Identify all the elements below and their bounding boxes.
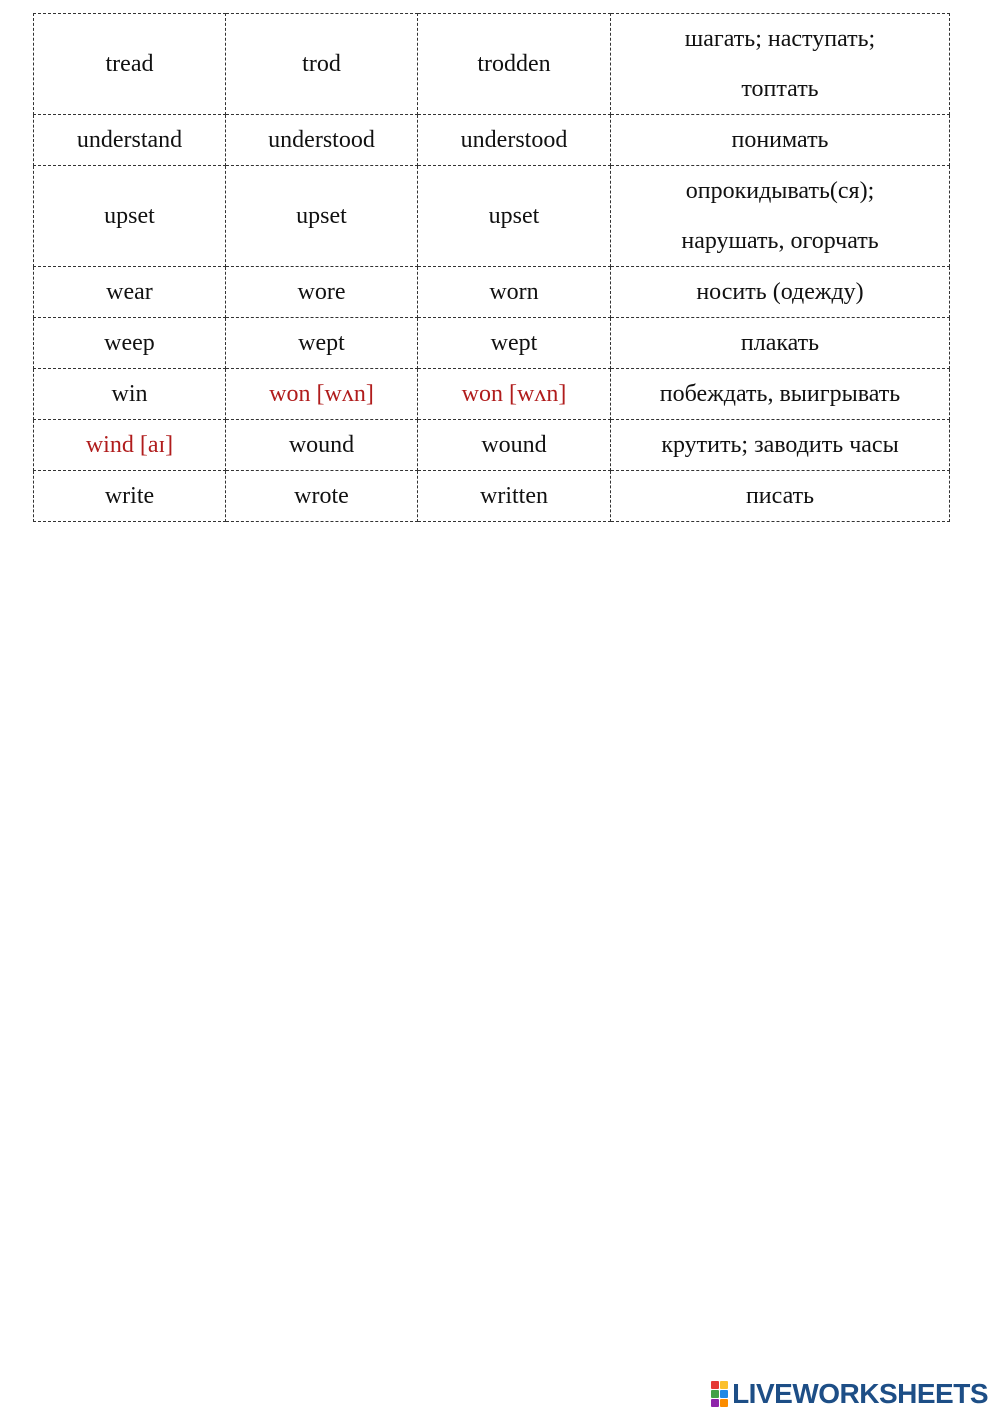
verb-past-cell: wore [226,267,418,318]
verb-participle-cell: understood [418,115,611,166]
table-body [34,14,950,522]
verb-base-cell: weep [34,318,226,369]
logo-square [711,1390,719,1398]
verb-participle-cell: trodden [418,14,611,115]
verb-base-cell: win [34,369,226,420]
liveworksheets-watermark [711,1378,988,1410]
verb-base-cell: upset [34,166,226,267]
translation-cell [611,14,950,115]
table-row [34,115,950,166]
table-row [34,471,950,522]
verb-participle-cell: wept [418,318,611,369]
logo-square [720,1390,728,1398]
table-row [34,420,950,471]
logo-square [720,1399,728,1407]
translation-cell [611,318,950,369]
table-row [34,14,950,115]
translation-cell [611,420,950,471]
verb-past-cell: trod [226,14,418,115]
translation-line: понимать [731,127,829,153]
translation-cell [611,267,950,318]
logo-square [711,1381,719,1389]
irregular-verbs-table [33,13,950,522]
table-row [34,318,950,369]
translation-line: крутить; заводить часы [661,432,899,458]
verb-participle-cell: written [418,471,611,522]
translation-line: писать [745,483,815,509]
verb-base-cell: understand [34,115,226,166]
verb-past-cell: won [wʌn] [226,369,418,420]
verb-participle-cell: worn [418,267,611,318]
translation-line: носить (одежду) [696,279,864,305]
table-row [34,369,950,420]
translation-line: опрокидывать(ся); [685,178,875,204]
verb-past-cell: understood [226,115,418,166]
verb-base-cell: tread [34,14,226,115]
translation-line: нарушать, огорчать [681,228,879,254]
table-row [34,267,950,318]
translation-cell [611,369,950,420]
translation-cell [611,115,950,166]
verb-participle-cell: won [wʌn] [418,369,611,420]
liveworksheets-logo-icon [711,1381,728,1407]
translation-line: плакать [740,330,820,356]
verb-base-cell: wind [aɪ] [34,420,226,471]
verb-base-cell: write [34,471,226,522]
table-row [34,166,950,267]
translation-line: шагать; наступать; [684,26,876,52]
verb-past-cell: wound [226,420,418,471]
translation-cell [611,471,950,522]
watermark-text: LIVEWORKSHEETS [732,1378,988,1409]
translation-line: топтать [741,76,819,102]
translation-line: побеждать, выигрывать [659,381,901,407]
logo-square [720,1381,728,1389]
verb-past-cell: upset [226,166,418,267]
logo-square [711,1399,719,1407]
verb-participle-cell: upset [418,166,611,267]
translation-cell [611,166,950,267]
verb-participle-cell: wound [418,420,611,471]
verb-past-cell: wrote [226,471,418,522]
verb-base-cell: wear [34,267,226,318]
verb-past-cell: wept [226,318,418,369]
